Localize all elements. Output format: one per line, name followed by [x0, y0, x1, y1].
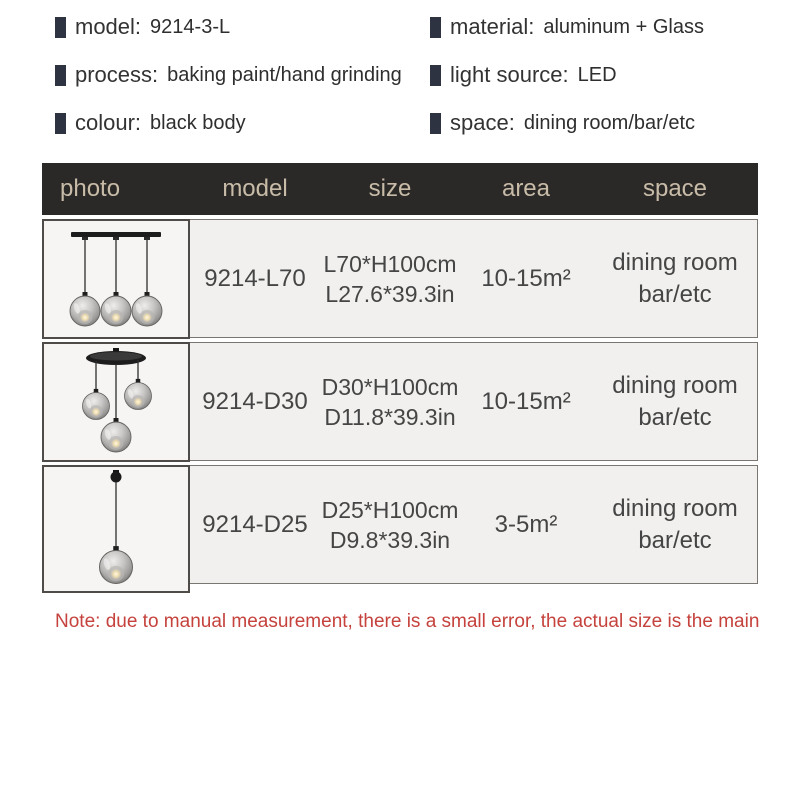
column-header-size: size [368, 175, 412, 202]
space-line1: dining room [612, 248, 738, 276]
spec-value: black body [150, 111, 246, 134]
spec-label: space: [450, 110, 515, 135]
area-cell: 10-15m² [481, 264, 571, 292]
column-header-area: area [501, 175, 551, 202]
bullet-icon [430, 17, 441, 38]
spec-colour [55, 110, 430, 136]
area-cell: 10-15m² [481, 387, 571, 415]
measurement-note: Note: due to manual measurement, there is a small error, the actual size is the main [55, 611, 760, 632]
spec-list [55, 14, 767, 136]
size-in: D11.8*39.3in [324, 403, 456, 430]
space-line1: dining room [612, 371, 738, 399]
model-cell: 9214-D25 [202, 510, 308, 538]
spec-column-left [55, 14, 430, 136]
size-cell [319, 372, 461, 432]
bullet-icon [55, 65, 66, 86]
table-row [42, 219, 758, 338]
product-table [42, 163, 758, 584]
spec-column-right [430, 14, 767, 136]
product-photo [42, 219, 190, 339]
photo-cell [43, 466, 191, 583]
spec-label: model: [75, 14, 142, 39]
bullet-icon [55, 17, 66, 38]
area-cell: 3-5m² [494, 510, 558, 538]
space-cell [591, 493, 759, 557]
model-cell: 9214-D30 [202, 387, 308, 415]
table-row [42, 465, 758, 584]
photo-cell [43, 343, 191, 460]
bullet-icon [55, 113, 66, 134]
lamp-single-pendant-icon [45, 468, 187, 590]
spec-value: baking paint/hand grinding [167, 63, 402, 86]
space-line2: bar/etc [638, 403, 712, 431]
space-line1: dining room [612, 494, 738, 522]
spec-value: aluminum + Glass [543, 15, 704, 38]
spec-model [55, 14, 430, 40]
photo-cell [43, 220, 191, 337]
size-cm: D30*H100cm [321, 373, 459, 400]
lamp-three-cluster-icon [45, 345, 187, 459]
space-cell [591, 370, 759, 434]
spec-label: process: [75, 62, 159, 87]
size-cell [319, 249, 461, 309]
size-cm: L70*H100cm [323, 250, 457, 277]
column-header-space: space [642, 175, 708, 202]
spec-label: material: [450, 14, 535, 39]
lamp-three-linear-icon [45, 222, 187, 336]
table-header-row [42, 163, 758, 215]
space-line2: bar/etc [638, 526, 712, 554]
column-header-photo: photo [60, 175, 121, 202]
product-photo [42, 465, 190, 593]
column-header-model: model [222, 175, 288, 202]
table-row [42, 342, 758, 461]
spec-label: colour: [75, 110, 142, 135]
spec-label: light source: [450, 62, 569, 87]
bullet-icon [430, 113, 441, 134]
spec-value: dining room/bar/etc [523, 111, 696, 134]
product-photo [42, 342, 190, 462]
size-cell [319, 495, 461, 555]
space-line2: bar/etc [638, 280, 712, 308]
size-in: L27.6*39.3in [325, 280, 455, 307]
spec-light-source [430, 62, 767, 88]
spec-space [430, 110, 767, 136]
spec-process [55, 62, 430, 88]
bullet-icon [430, 65, 441, 86]
spec-material [430, 14, 767, 40]
size-cm: D25*H100cm [321, 496, 459, 523]
spec-value: 9214-3-L [150, 15, 231, 38]
spec-value: LED [577, 63, 617, 86]
size-in: D9.8*39.3in [329, 526, 451, 553]
space-cell [591, 247, 759, 311]
model-cell: 9214-L70 [204, 264, 306, 292]
